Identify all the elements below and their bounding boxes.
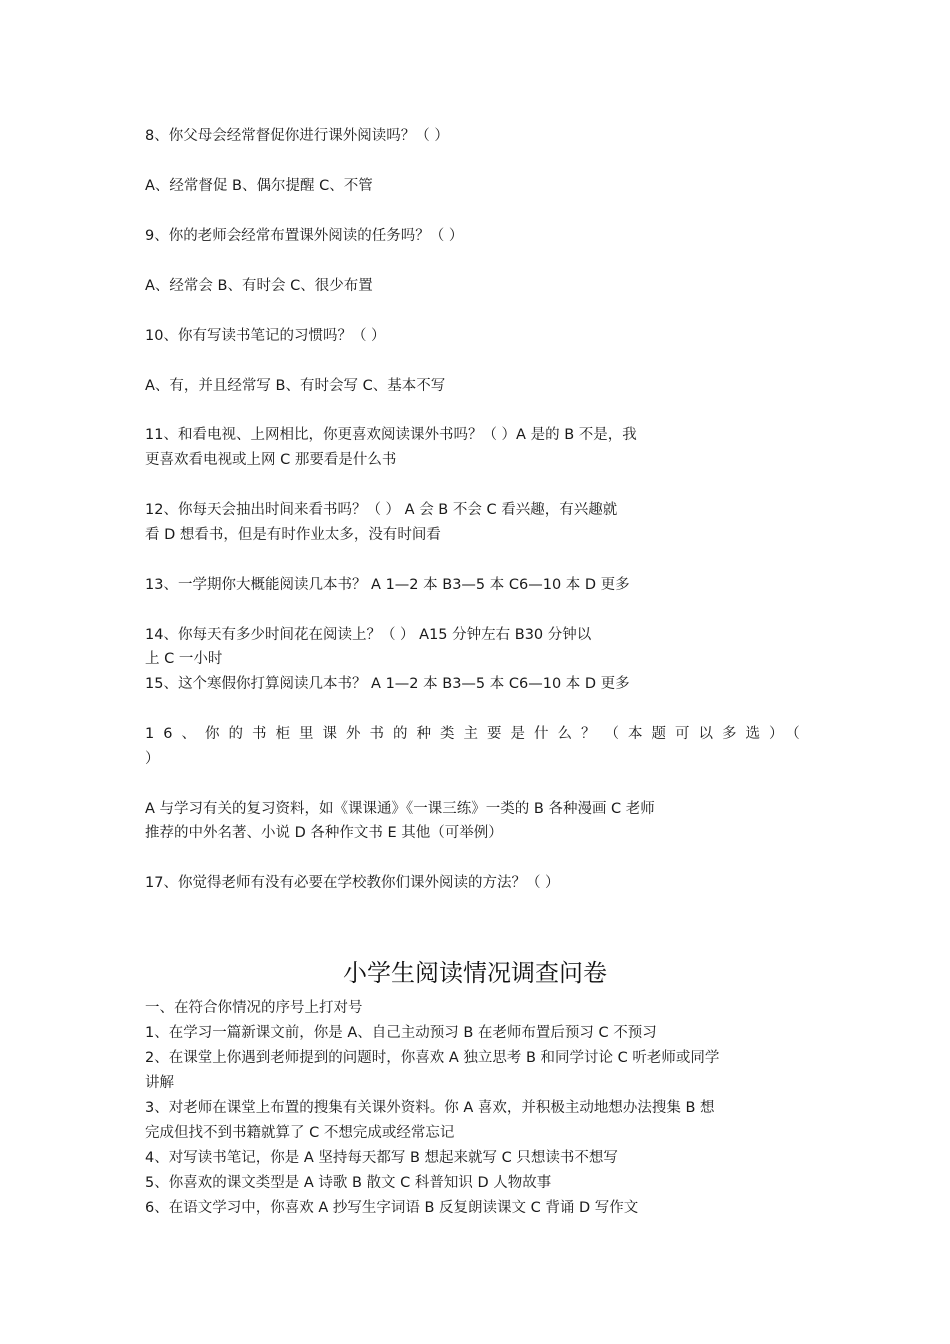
question-16-options-line-1: A 与学习有关的复习资料，如《课课通》《一课三练》一类的 B 各种漫画 C 老师 [145, 801, 655, 817]
question-12-line-2: 看 D 想看书，但是有时作业太多，没有时间看 [145, 527, 441, 543]
question-10-options: A、有，并且经常写 B、有时会写 C、基本不写 [145, 378, 446, 394]
question-16-line-2: ） [145, 751, 160, 767]
question-8: 8、你父母会经常督促你进行课外阅读吗？（ ） [145, 128, 449, 144]
survey-section-heading: 一、在符合你情况的序号上打对号 [145, 1000, 363, 1016]
question-15: 15、这个寒假你打算阅读几本书？ A 1—2 本 B3—5 本 C6—10 本 D 更多 [145, 676, 630, 692]
question-12-line-1: 12、你每天会抽出时间来看书吗？（ ） A 会 B 不会 C 看兴趣，有兴趣就 [145, 502, 618, 518]
survey-question-5: 5、你喜欢的课文类型是 A 诗歌 B 散文 C 科普知识 D 人物故事 [145, 1175, 552, 1191]
question-16-line-1: 16、你的书柜里课外书的种类主要是什么？（本题可以多选）（ [145, 726, 809, 742]
question-11-line-2: 更喜欢看电视或上网 C 那要看是什么书 [145, 452, 397, 468]
question-14-line-2: 上 C 一小时 [145, 651, 223, 667]
question-9-options: A、经常会 B、有时会 C、很少布置 [145, 278, 373, 294]
survey-question-3-line-1: 3、对老师在课堂上布置的搜集有关课外资料。你 A 喜欢，并积极主动地想办法搜集 B 想 [145, 1100, 715, 1116]
question-11-line-1: 11、和看电视、上网相比，你更喜欢阅读课外书吗？（ ）A 是的 B 不是，我 [145, 427, 637, 443]
survey-title: 小学生阅读情况调查问卷 [343, 959, 607, 987]
question-9: 9、你的老师会经常布置课外阅读的任务吗？（ ） [145, 228, 464, 244]
survey-question-4: 4、对写读书笔记，你是 A 坚持每天都写 B 想起来就写 C 只想读书不想写 [145, 1150, 618, 1166]
question-17: 17、你觉得老师有没有必要在学校教你们课外阅读的方法？（ ） [145, 875, 560, 891]
question-16-options-line-2: 推荐的中外名著、小说 D 各种作文书 E 其他（可举例） [145, 825, 503, 841]
question-10: 10、你有写读书笔记的习惯吗？（ ） [145, 328, 386, 344]
question-13: 13、一学期你大概能阅读几本书？ A 1—2 本 B3—5 本 C6—10 本 D 更多 [145, 577, 630, 593]
survey-question-2-line-1: 2、在课堂上你遇到老师提到的问题时，你喜欢 A 独立思考 B 和同学讨论 C 听老师或同学 [145, 1050, 720, 1066]
survey-question-3-line-2: 完成但找不到书籍就算了 C 不想完成或经常忘记 [145, 1125, 455, 1141]
question-8-options: A、经常督促 B、偶尔提醒 C、不管 [145, 178, 373, 194]
survey-question-2-line-2: 讲解 [145, 1075, 174, 1091]
survey-question-1: 1、在学习一篇新课文前，你是 A、自己主动预习 B 在老师布置后预习 C 不预习 [145, 1025, 657, 1041]
question-14-line-1: 14、你每天有多少时间花在阅读上？（ ） A15 分钟左右 B30 分钟以 [145, 627, 592, 643]
survey-question-6: 6、在语文学习中，你喜欢 A 抄写生字词语 B 反复朗读课文 C 背诵 D 写作文 [145, 1200, 639, 1216]
